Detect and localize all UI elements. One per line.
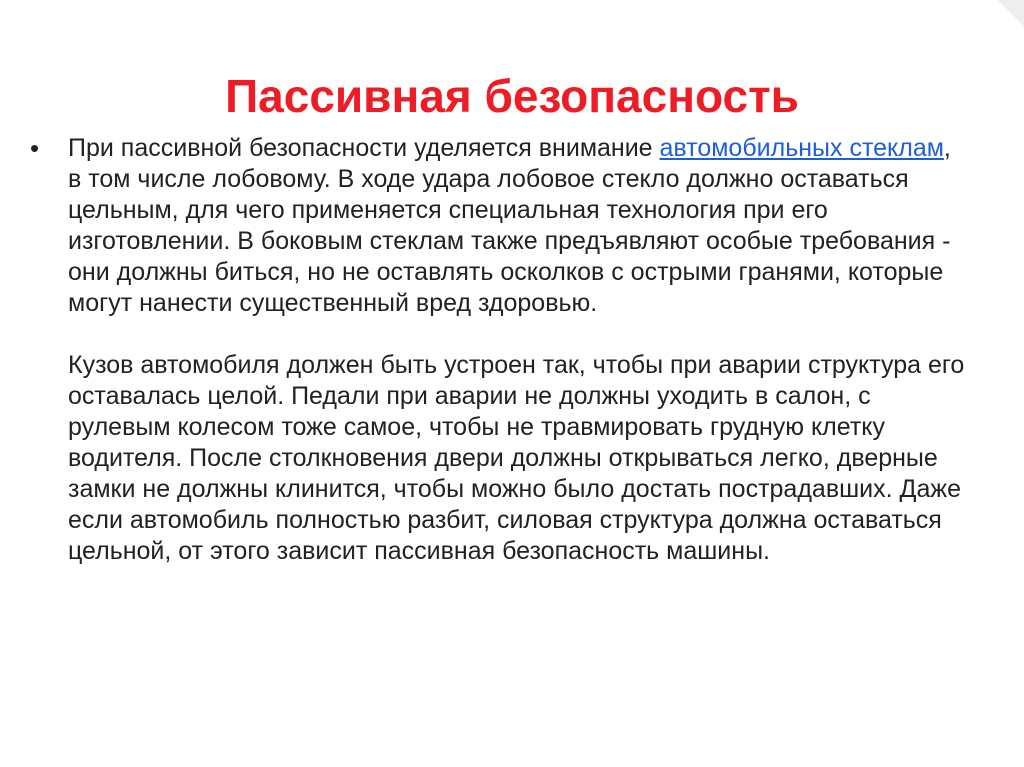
bullet-icon: • bbox=[30, 133, 40, 163]
paragraph-glass-text-end: , в том числе лобовому. В ходе удара лобовое стекло должно оставаться цельным, для чего применяется специальная технология при его изготовлении. В боковым стеклам также предъявляют особые требования - они должны биться, но не оставлять осколков с острыми гранями, которые могут нанести существенный вред здоровью. bbox=[68, 134, 951, 317]
bullet-item bbox=[30, 133, 970, 567]
slide-corner-decoration bbox=[998, 0, 1024, 26]
automotive-glass-link[interactable]: автомобильных стеклам bbox=[659, 134, 944, 162]
paragraph-glass-text-start: При пассивной безопасности уделяется внимание bbox=[68, 134, 660, 162]
slide-content bbox=[30, 133, 970, 567]
paragraph-glass-safety bbox=[68, 133, 970, 319]
slide-title: Пассивная безопасность bbox=[225, 70, 799, 122]
paragraph-body-safety: Кузов автомобиля должен быть устроен так, чтобы при аварии структура его оставалась целой. Педали при аварии не должны уходить в салон, с рулевым колесом тоже самое, чтобы не травмировать грудную клетку водителя. После столкновения двери должны открываться легко, дверные замки не должны клинится, чтобы можно было достать пострадавших. Даже если автомобиль полностью разбит, силовая структура должна оставаться цельной, от этого зависит пассивная безопасность машины. bbox=[68, 351, 965, 565]
bullet-text bbox=[68, 133, 970, 567]
